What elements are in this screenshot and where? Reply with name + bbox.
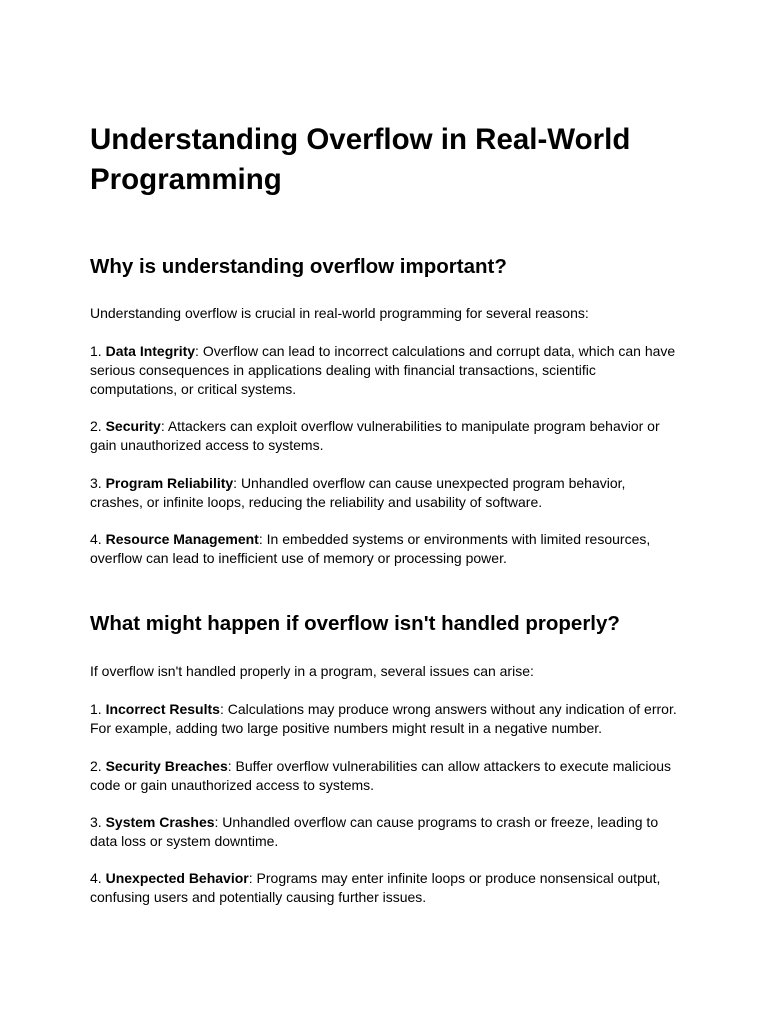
list-item-number: 3. xyxy=(90,814,102,830)
list-item-term: Security xyxy=(105,418,161,434)
list-item-term: Resource Management xyxy=(105,531,259,547)
list-item xyxy=(90,342,682,399)
list-item-number: 1. xyxy=(90,701,102,717)
list-item xyxy=(90,474,682,512)
list-item-number: 3. xyxy=(90,475,102,491)
list-item-term: System Crashes xyxy=(105,814,215,830)
list-item xyxy=(90,813,682,851)
list-item-term: Program Reliability xyxy=(105,475,234,491)
list-item-term: Incorrect Results xyxy=(105,701,220,717)
list-item-number: 2. xyxy=(90,758,102,774)
list-item-text: : Calculations may produce wrong answers without any indication of error. For example, adding two large positive numbers might result in a negative number. xyxy=(90,701,677,736)
list-item-text: : Programs may enter infinite loops or produce nonsensical output, confusing users and potentially causing further issues. xyxy=(90,870,661,905)
list-item xyxy=(90,869,682,907)
list-item xyxy=(90,530,682,568)
list-item xyxy=(90,757,682,795)
list-item-term: Data Integrity xyxy=(105,343,196,359)
list-item-text: : In embedded systems or environments with limited resources, overflow can lead to inefficient use of memory or processing power. xyxy=(90,531,651,566)
section-heading-importance: Why is understanding overflow important? xyxy=(90,255,507,278)
list-item-term: Security Breaches xyxy=(105,758,228,774)
list-item-number: 4. xyxy=(90,870,102,886)
list-item-text: : Buffer overflow vulnerabilities can allow attackers to execute malicious code or gain unauthorized access to systems. xyxy=(90,758,672,793)
list-item-number: 1. xyxy=(90,343,102,359)
list-item-text: : Overflow can lead to incorrect calculations and corrupt data, which can have serious consequences in applications dealing with financial transactions, scientific computations, or critical systems. xyxy=(90,343,676,397)
list-item-number: 2. xyxy=(90,418,102,434)
list-item-term: Unexpected Behavior xyxy=(105,870,249,886)
document-title: Understanding Overflow in Real-World Programming xyxy=(90,123,631,196)
list-item-number: 4. xyxy=(90,531,102,547)
list-item xyxy=(90,700,682,738)
list-item-text: : Unhandled overflow can cause programs to crash or freeze, leading to data loss or system downtime. xyxy=(90,814,659,849)
list-item-text: : Unhandled overflow can cause unexpected program behavior, crashes, or infinite loops, reducing the reliability and usability of software. xyxy=(90,475,626,510)
section-intro-importance: Understanding overflow is crucial in real-world programming for several reasons: xyxy=(90,305,589,321)
list-item-text: : Attackers can exploit overflow vulnerabilities to manipulate program behavior or gain unauthorized access to systems. xyxy=(90,418,660,453)
list-item xyxy=(90,417,682,455)
section-heading-consequences: What might happen if overflow isn't handled properly? xyxy=(90,612,620,635)
section-intro-consequences: If overflow isn't handled properly in a program, several issues can arise: xyxy=(90,663,534,679)
